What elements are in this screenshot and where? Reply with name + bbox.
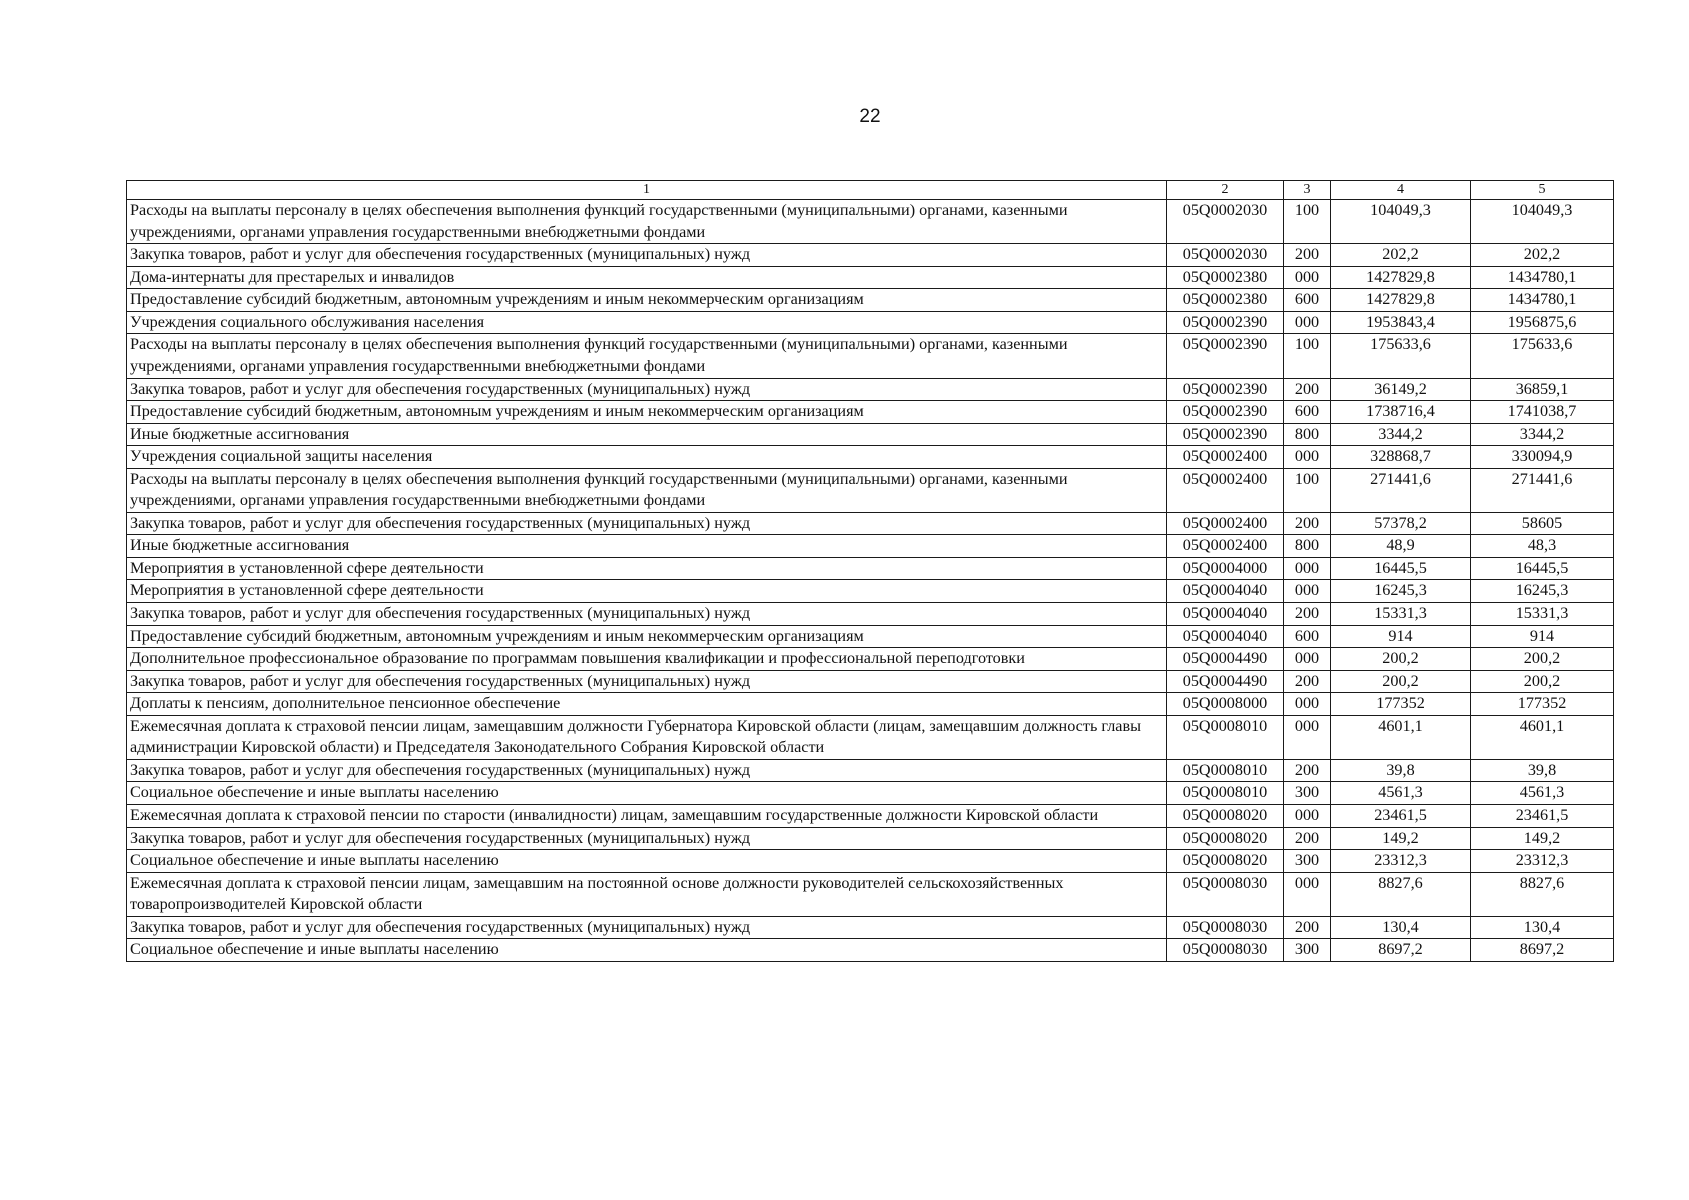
row-type-cell: 600 (1284, 625, 1331, 648)
row-value-1-cell: 39,8 (1331, 759, 1471, 782)
table-row (127, 670, 1614, 693)
row-code-cell: 05Q0002390 (1167, 311, 1284, 334)
row-name-cell: Ежемесячная доплата к страховой пенсии лицам, замещавшим должности Губернатора Кировской области (лицам, замещавшим должность главы администрации Кировской области) и Председателя Законодательного Собрания Кировской области (127, 715, 1167, 759)
row-name-cell: Предоставление субсидий бюджетным, автономным учреждениям и иным некоммерческим организациям (127, 625, 1167, 648)
table-row (127, 648, 1614, 671)
table-row (127, 512, 1614, 535)
row-type-cell: 200 (1284, 916, 1331, 939)
row-value-2-cell: 200,2 (1471, 670, 1614, 693)
row-type-cell: 200 (1284, 512, 1331, 535)
row-type-cell: 200 (1284, 827, 1331, 850)
row-type-cell: 000 (1284, 693, 1331, 716)
table-row (127, 244, 1614, 267)
table-row (127, 715, 1614, 759)
row-type-cell: 100 (1284, 200, 1331, 244)
row-value-1-cell: 23312,3 (1331, 850, 1471, 873)
row-value-2-cell: 48,3 (1471, 535, 1614, 558)
row-name-cell: Учреждения социальной защиты населения (127, 446, 1167, 469)
row-code-cell: 05Q0008000 (1167, 693, 1284, 716)
row-type-cell: 200 (1284, 378, 1331, 401)
row-name-cell: Ежемесячная доплата к страховой пенсии по старости (инвалидности) лицам, замещавшим государственные должности Кировской области (127, 804, 1167, 827)
row-value-2-cell: 16445,5 (1471, 557, 1614, 580)
row-code-cell: 05Q0008030 (1167, 916, 1284, 939)
row-value-2-cell: 36859,1 (1471, 378, 1614, 401)
row-value-1-cell: 202,2 (1331, 244, 1471, 267)
row-code-cell: 05Q0008020 (1167, 827, 1284, 850)
table-row (127, 827, 1614, 850)
table-row (127, 423, 1614, 446)
table-row (127, 759, 1614, 782)
row-name-cell: Учреждения социального обслуживания населения (127, 311, 1167, 334)
table-row (127, 378, 1614, 401)
table-row (127, 446, 1614, 469)
row-name-cell: Закупка товаров, работ и услуг для обеспечения государственных (муниципальных) нужд (127, 827, 1167, 850)
row-name-cell: Предоставление субсидий бюджетным, автономным учреждениям и иным некоммерческим организациям (127, 289, 1167, 312)
row-value-1-cell: 271441,6 (1331, 468, 1471, 512)
row-value-2-cell: 200,2 (1471, 648, 1614, 671)
row-type-cell: 000 (1284, 311, 1331, 334)
row-value-2-cell: 15331,3 (1471, 603, 1614, 626)
row-value-2-cell: 8827,6 (1471, 872, 1614, 916)
row-value-2-cell: 914 (1471, 625, 1614, 648)
table-row (127, 289, 1614, 312)
table-row (127, 580, 1614, 603)
row-code-cell: 05Q0002390 (1167, 423, 1284, 446)
row-name-cell: Закупка товаров, работ и услуг для обеспечения государственных (муниципальных) нужд (127, 759, 1167, 782)
row-code-cell: 05Q0002400 (1167, 512, 1284, 535)
row-code-cell: 05Q0008020 (1167, 850, 1284, 873)
row-code-cell: 05Q0002400 (1167, 446, 1284, 469)
row-name-cell: Расходы на выплаты персоналу в целях обеспечения выполнения функций государственными (муниципальными) органами, казенными учреждениями, органами управления государственными внебюджетными фондами (127, 468, 1167, 512)
row-type-cell: 800 (1284, 535, 1331, 558)
table-row (127, 311, 1614, 334)
row-code-cell: 05Q0002380 (1167, 266, 1284, 289)
row-value-1-cell: 1427829,8 (1331, 289, 1471, 312)
row-code-cell: 05Q0008030 (1167, 872, 1284, 916)
row-name-cell: Дома-интернаты для престарелых и инвалидов (127, 266, 1167, 289)
row-code-cell: 05Q0004040 (1167, 603, 1284, 626)
row-value-2-cell: 175633,6 (1471, 334, 1614, 378)
row-type-cell: 000 (1284, 715, 1331, 759)
row-name-cell: Социальное обеспечение и иные выплаты населению (127, 782, 1167, 805)
row-name-cell: Мероприятия в установленной сфере деятельности (127, 580, 1167, 603)
row-value-1-cell: 16445,5 (1331, 557, 1471, 580)
column-header-value-2: 5 (1471, 181, 1614, 200)
row-code-cell: 05Q0002400 (1167, 468, 1284, 512)
row-value-1-cell: 8697,2 (1331, 939, 1471, 962)
row-value-1-cell: 36149,2 (1331, 378, 1471, 401)
budget-table (126, 180, 1614, 962)
row-value-2-cell: 1434780,1 (1471, 289, 1614, 312)
table-row (127, 625, 1614, 648)
row-value-2-cell: 4601,1 (1471, 715, 1614, 759)
row-value-1-cell: 104049,3 (1331, 200, 1471, 244)
row-name-cell: Расходы на выплаты персоналу в целях обеспечения выполнения функций государственными (муниципальными) органами, казенными учреждениями, органами управления государственными внебюджетными фондами (127, 200, 1167, 244)
row-code-cell: 05Q0008030 (1167, 939, 1284, 962)
row-value-2-cell: 202,2 (1471, 244, 1614, 267)
row-value-2-cell: 177352 (1471, 693, 1614, 716)
row-value-1-cell: 328868,7 (1331, 446, 1471, 469)
row-name-cell: Закупка товаров, работ и услуг для обеспечения государственных (муниципальных) нужд (127, 244, 1167, 267)
row-type-cell: 200 (1284, 244, 1331, 267)
row-code-cell: 05Q0004490 (1167, 648, 1284, 671)
row-type-cell: 200 (1284, 759, 1331, 782)
row-value-2-cell: 1434780,1 (1471, 266, 1614, 289)
row-code-cell: 05Q0004040 (1167, 580, 1284, 603)
row-value-2-cell: 4561,3 (1471, 782, 1614, 805)
table-row (127, 916, 1614, 939)
row-name-cell: Дополнительное профессиональное образование по программам повышения квалификации и профессиональной переподготовки (127, 648, 1167, 671)
table-row (127, 693, 1614, 716)
row-name-cell: Ежемесячная доплата к страховой пенсии лицам, замещавшим на постоянной основе должности руководителей сельскохозяйственных товаропроизводителей Кировской области (127, 872, 1167, 916)
row-code-cell: 05Q0008010 (1167, 782, 1284, 805)
table-row (127, 468, 1614, 512)
column-header-code: 2 (1167, 181, 1284, 200)
row-type-cell: 200 (1284, 670, 1331, 693)
row-code-cell: 05Q0004490 (1167, 670, 1284, 693)
row-code-cell: 05Q0002390 (1167, 334, 1284, 378)
row-code-cell: 05Q0002030 (1167, 200, 1284, 244)
row-code-cell: 05Q0002380 (1167, 289, 1284, 312)
table-row (127, 603, 1614, 626)
row-value-2-cell: 104049,3 (1471, 200, 1614, 244)
column-header-type: 3 (1284, 181, 1331, 200)
row-value-1-cell: 57378,2 (1331, 512, 1471, 535)
row-name-cell: Закупка товаров, работ и услуг для обеспечения государственных (муниципальных) нужд (127, 512, 1167, 535)
row-name-cell: Закупка товаров, работ и услуг для обеспечения государственных (муниципальных) нужд (127, 378, 1167, 401)
row-value-1-cell: 4561,3 (1331, 782, 1471, 805)
row-value-1-cell: 1953843,4 (1331, 311, 1471, 334)
row-type-cell: 000 (1284, 804, 1331, 827)
row-name-cell: Мероприятия в установленной сфере деятельности (127, 557, 1167, 580)
table-row (127, 334, 1614, 378)
row-type-cell: 300 (1284, 850, 1331, 873)
row-value-2-cell: 271441,6 (1471, 468, 1614, 512)
column-header-value-1: 4 (1331, 181, 1471, 200)
row-value-2-cell: 1956875,6 (1471, 311, 1614, 334)
row-type-cell: 100 (1284, 468, 1331, 512)
row-type-cell: 000 (1284, 580, 1331, 603)
table-row (127, 266, 1614, 289)
row-name-cell: Социальное обеспечение и иные выплаты населению (127, 939, 1167, 962)
table-row (127, 782, 1614, 805)
table-row (127, 401, 1614, 424)
row-type-cell: 100 (1284, 334, 1331, 378)
row-name-cell: Закупка товаров, работ и услуг для обеспечения государственных (муниципальных) нужд (127, 603, 1167, 626)
row-code-cell: 05Q0002390 (1167, 378, 1284, 401)
table-row (127, 939, 1614, 962)
table-row (127, 804, 1614, 827)
row-value-1-cell: 8827,6 (1331, 872, 1471, 916)
row-name-cell: Закупка товаров, работ и услуг для обеспечения государственных (муниципальных) нужд (127, 670, 1167, 693)
row-value-2-cell: 3344,2 (1471, 423, 1614, 446)
row-value-2-cell: 330094,9 (1471, 446, 1614, 469)
row-value-1-cell: 4601,1 (1331, 715, 1471, 759)
row-value-2-cell: 149,2 (1471, 827, 1614, 850)
row-value-2-cell: 16245,3 (1471, 580, 1614, 603)
row-code-cell: 05Q0002390 (1167, 401, 1284, 424)
row-value-1-cell: 23461,5 (1331, 804, 1471, 827)
row-code-cell: 05Q0008020 (1167, 804, 1284, 827)
column-header-name: 1 (127, 181, 1167, 200)
row-type-cell: 300 (1284, 939, 1331, 962)
row-value-1-cell: 200,2 (1331, 670, 1471, 693)
row-value-2-cell: 23461,5 (1471, 804, 1614, 827)
row-value-1-cell: 914 (1331, 625, 1471, 648)
row-name-cell: Иные бюджетные ассигнования (127, 535, 1167, 558)
row-type-cell: 000 (1284, 446, 1331, 469)
row-name-cell: Расходы на выплаты персоналу в целях обеспечения выполнения функций государственными (муниципальными) органами, казенными учреждениями, органами управления государственными внебюджетными фондами (127, 334, 1167, 378)
row-code-cell: 05Q0004040 (1167, 625, 1284, 648)
table-row (127, 535, 1614, 558)
row-value-2-cell: 39,8 (1471, 759, 1614, 782)
row-code-cell: 05Q0002400 (1167, 535, 1284, 558)
row-value-1-cell: 3344,2 (1331, 423, 1471, 446)
row-name-cell: Доплаты к пенсиям, дополнительное пенсионное обеспечение (127, 693, 1167, 716)
row-value-1-cell: 48,9 (1331, 535, 1471, 558)
page-number: 22 (859, 106, 881, 127)
row-value-1-cell: 1738716,4 (1331, 401, 1471, 424)
row-value-1-cell: 177352 (1331, 693, 1471, 716)
row-type-cell: 200 (1284, 603, 1331, 626)
row-value-1-cell: 200,2 (1331, 648, 1471, 671)
table-row (127, 200, 1614, 244)
row-value-1-cell: 15331,3 (1331, 603, 1471, 626)
row-name-cell: Социальное обеспечение и иные выплаты населению (127, 850, 1167, 873)
row-name-cell: Закупка товаров, работ и услуг для обеспечения государственных (муниципальных) нужд (127, 916, 1167, 939)
row-type-cell: 000 (1284, 557, 1331, 580)
row-value-1-cell: 175633,6 (1331, 334, 1471, 378)
row-type-cell: 000 (1284, 648, 1331, 671)
row-value-1-cell: 130,4 (1331, 916, 1471, 939)
table-row (127, 557, 1614, 580)
row-name-cell: Предоставление субсидий бюджетным, автономным учреждениям и иным некоммерческим организациям (127, 401, 1167, 424)
row-name-cell: Иные бюджетные ассигнования (127, 423, 1167, 446)
row-code-cell: 05Q0004000 (1167, 557, 1284, 580)
table-row (127, 872, 1614, 916)
table-row (127, 850, 1614, 873)
row-type-cell: 000 (1284, 266, 1331, 289)
row-type-cell: 600 (1284, 289, 1331, 312)
row-value-1-cell: 149,2 (1331, 827, 1471, 850)
row-value-2-cell: 130,4 (1471, 916, 1614, 939)
row-code-cell: 05Q0008010 (1167, 759, 1284, 782)
row-type-cell: 800 (1284, 423, 1331, 446)
row-value-2-cell: 8697,2 (1471, 939, 1614, 962)
table-body (127, 200, 1614, 962)
row-type-cell: 600 (1284, 401, 1331, 424)
row-value-2-cell: 1741038,7 (1471, 401, 1614, 424)
row-value-1-cell: 16245,3 (1331, 580, 1471, 603)
row-type-cell: 300 (1284, 782, 1331, 805)
column-number-row (127, 181, 1614, 200)
row-value-2-cell: 58605 (1471, 512, 1614, 535)
row-value-1-cell: 1427829,8 (1331, 266, 1471, 289)
row-code-cell: 05Q0008010 (1167, 715, 1284, 759)
row-value-2-cell: 23312,3 (1471, 850, 1614, 873)
row-code-cell: 05Q0002030 (1167, 244, 1284, 267)
row-type-cell: 000 (1284, 872, 1331, 916)
